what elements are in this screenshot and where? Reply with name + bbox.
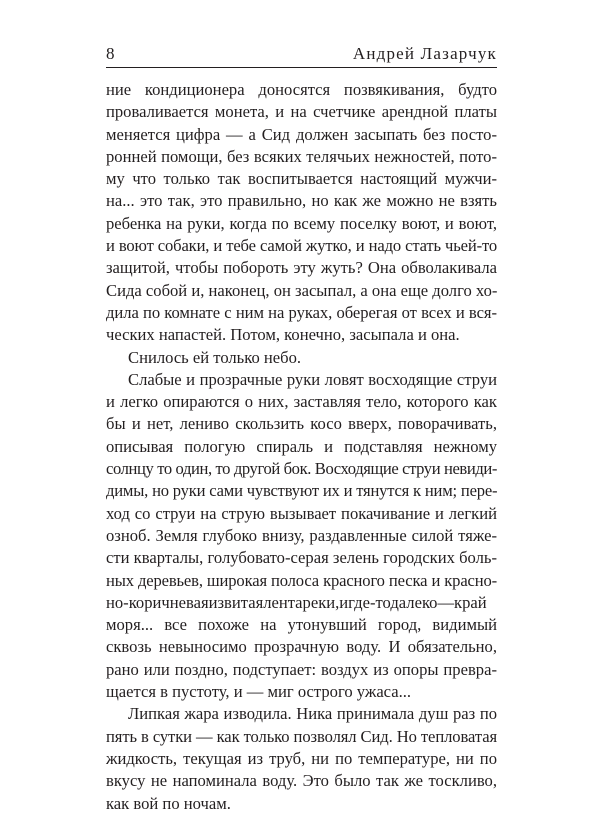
text-line: бы и нет, лениво скользить косо вверх, поворачивать, [106,414,497,434]
text-line: солнцу то один, то другой бок. Восходящие струи невиди- [106,459,497,479]
text-line: описывая пологую спираль и подставляя нежному [106,436,497,456]
text-line: Сида собой и, наконец, он засыпал, а она еще долго хо- [106,280,498,300]
text-line: Липкая жара изводила. Ника принимала душ раз по [128,704,497,724]
running-head [106,44,497,64]
text-line: ческих напастей. Потом, конечно, засыпала и она. [106,325,460,345]
text-line: на... это так, это правильно, но как же можно не взять [106,191,497,211]
text-line: озноб. Земля глубоко внизу, раздавленные силой тяже- [106,525,497,545]
text-line: проваливается монета, и на счетчике арендной платы [106,102,497,122]
text-line: му что только так воспитывается настоящий мужчи- [106,169,497,189]
text-line: ние кондиционера доносятся позвякивания, будто [106,80,497,99]
text-line: как вой по ночам. [106,793,231,813]
header-rule [106,67,497,68]
text-line: меняется цифра — а Сид должен засыпать без посто- [106,124,497,144]
text-line: димы, но руки сами чувствуют их и тянутся к ним; пере- [106,481,498,501]
body-text [106,79,497,815]
text-line: моря... все похоже на утонувший город, видимый [106,615,497,635]
text-line: ронней помощи, без всяких телячьих нежностей, пото- [106,146,497,166]
text-line: ных деревьев, широкая полоса красного песка и красно- [106,570,497,590]
text-line: сквозь невыносимо прозрачную воду. И обязательно, [106,637,497,657]
text-line: и легко опираются о них, заставляя тело, которого как [106,392,497,412]
text-line: ход со струи на струю вызывает покачивание и легкий [106,503,497,523]
text-line: вкусу не напоминала воду. Это было так же тоскливо, [106,771,497,791]
text-line: ребенка на руки, когда по всему поселку воют, и воют, [106,213,497,233]
text-line: жидкость, текущая из труб, ни по температуре, ни по [106,748,497,768]
text-line: дила по комнате с ним на руках, оберегая от всех и вся- [106,302,497,322]
text-line: защитой, чтобы побороть эту жуть? Она обволакивала [106,258,497,278]
text-line: и воют собаки, и тебе самой жутко, и надо стать чьей-то [106,236,497,256]
text-line: сти кварталы, голубовато-серая зелень городских боль- [106,548,497,568]
text-line: рано или поздно, подступает: воздух из опоры превра- [106,659,497,679]
running-title: Андрей Лазарчук [352,44,497,63]
text-line: щается в пустоту, и — миг острого ужаса... [106,682,412,702]
text-line: Слабые и прозрачные руки ловят восходящие струи [128,369,497,389]
page-number: 8 [106,44,115,63]
text-line: Снилось ей только небо. [128,347,302,367]
text-line: но-коричневаяизвитаялентареки,игде-тодалеко—край [106,592,487,612]
text-line: пять в сутки — как только позволял Сид. Но тепловатая [106,726,497,746]
